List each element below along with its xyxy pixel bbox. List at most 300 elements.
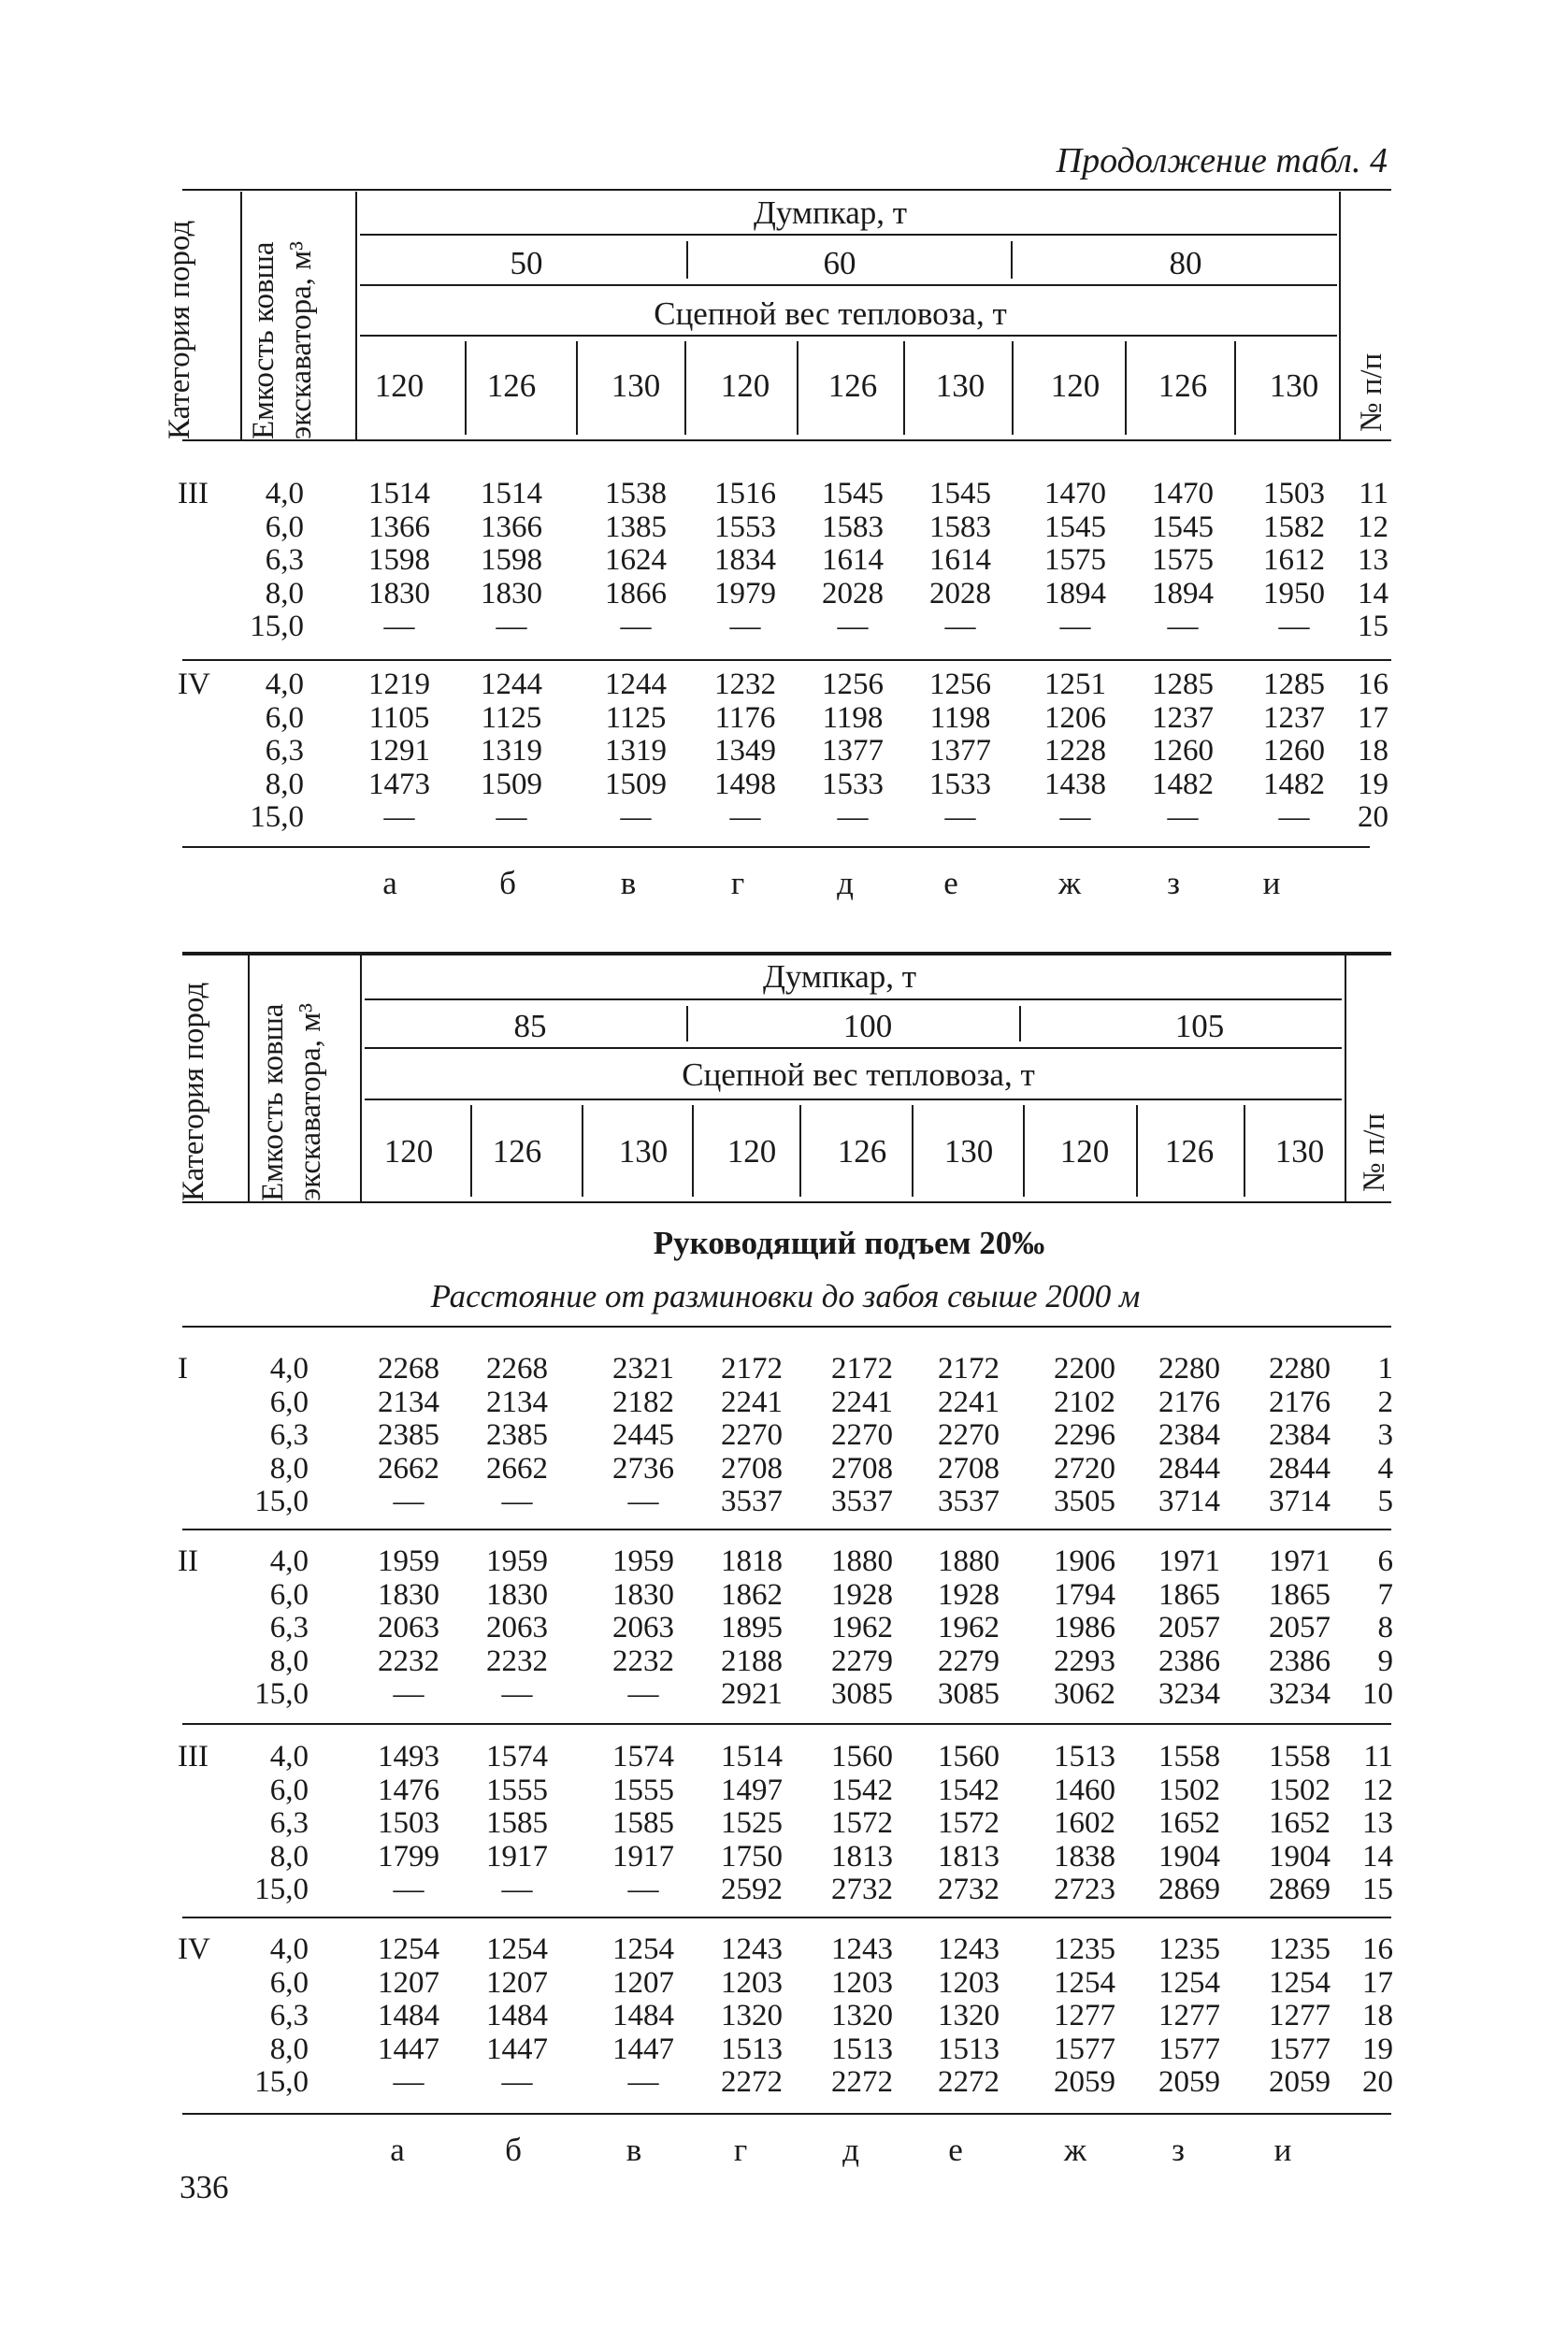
- table2-value-cell: 1830: [486, 1577, 548, 1612]
- table1-group-div-2: [1011, 241, 1013, 279]
- table1-divider-num: [1339, 192, 1341, 439]
- table1-divider-cap: [355, 192, 357, 439]
- table2-value-cell: 1484: [378, 1999, 439, 2032]
- table2-value-cell: 1320: [938, 1999, 1000, 2032]
- table2-value-cell: 1572: [938, 1806, 1000, 1840]
- table2-value-cell: 2708: [938, 1451, 1000, 1486]
- table2-value-cell: 2102: [1054, 1385, 1115, 1419]
- table2-value-cell: 2176: [1269, 1385, 1331, 1419]
- table1-row-number: 17: [1358, 700, 1388, 735]
- table1-value-cell: 1244: [481, 668, 542, 701]
- table2-value-cell: 2172: [831, 1352, 893, 1386]
- table2-value-cell: 1243: [831, 1932, 893, 1966]
- table1-value-cell: 1219: [368, 668, 430, 701]
- table2-capacity: 15,0: [254, 1873, 309, 1906]
- table2-value-cell: 1502: [1158, 1773, 1220, 1807]
- table2-capacity: 6,0: [269, 1385, 309, 1419]
- table2-value-cell: 1254: [486, 1932, 548, 1966]
- table1-capacity: 15,0: [250, 610, 304, 643]
- table1-value-cell: —: [496, 610, 527, 643]
- table2-value-cell: 1585: [612, 1806, 674, 1840]
- table2-value-cell: 3714: [1158, 1485, 1220, 1518]
- table1-loco-divider: [576, 341, 578, 435]
- table1-value-cell: 1553: [714, 510, 776, 544]
- table2-loco-divider: [470, 1105, 472, 1197]
- table1-value-cell: 1614: [822, 543, 884, 577]
- table2-loco-weight: 120: [1059, 1133, 1110, 1170]
- table2-capacity: 4,0: [269, 1544, 309, 1578]
- table1-value-cell: 1237: [1152, 700, 1214, 735]
- table2-loco-label: Сцепной вес тепловоза, т: [682, 1056, 1035, 1093]
- table1-value-cell: 1979: [714, 576, 776, 610]
- table2-value-cell: 3234: [1158, 1677, 1220, 1711]
- table1-value-cell: 1198: [929, 700, 991, 735]
- table2-value-cell: 2241: [721, 1385, 783, 1419]
- table2-value-cell: 1447: [378, 2032, 439, 2066]
- table1-value-cell: 1244: [605, 668, 667, 701]
- table2-value-cell: 1207: [378, 1965, 439, 2000]
- table1-value-cell: 1516: [714, 477, 776, 510]
- table2-row-number: 19: [1362, 2032, 1393, 2066]
- table2-capacity-label-text: Емкость ковша экскаватора, м³: [256, 1002, 327, 1201]
- table1-capacity: 8,0: [265, 576, 304, 610]
- table1-value-cell: 1598: [481, 543, 542, 577]
- table2-value-cell: 2844: [1158, 1451, 1220, 1486]
- table2-value-cell: 3085: [938, 1677, 1000, 1711]
- table1-column-letter: з: [1167, 865, 1180, 901]
- table2-value-cell: 1493: [378, 1740, 439, 1774]
- table1-value-cell: 1509: [481, 767, 542, 801]
- table1-value-cell: 1473: [368, 767, 430, 801]
- table2-column-letter: и: [1273, 2132, 1292, 2168]
- table2-value-cell: 2293: [1054, 1644, 1115, 1678]
- table2-value-cell: 1513: [938, 2032, 1000, 2066]
- table1-value-cell: 1482: [1263, 767, 1325, 801]
- table2-value-cell: —: [393, 1677, 424, 1711]
- table2-value-cell: 1203: [831, 1965, 893, 2000]
- table1-value-cell: 1260: [1263, 734, 1325, 768]
- table2-value-cell: 2723: [1054, 1873, 1115, 1906]
- table2-value-cell: 2732: [831, 1873, 893, 1906]
- table2-loco-weight: 126: [837, 1133, 887, 1170]
- table2-value-cell: 1577: [1269, 2032, 1331, 2066]
- table1-loco-divider: [684, 341, 686, 435]
- table2-row-number: 16: [1362, 1932, 1393, 1966]
- table1-value-cell: 1583: [929, 510, 991, 544]
- table2-value-cell: 2279: [831, 1644, 893, 1678]
- table1-loco-weight: 130: [935, 367, 985, 404]
- table1-value-cell: —: [729, 610, 761, 643]
- table2-num-label: [1359, 1080, 1390, 1192]
- table2-value-cell: 1497: [721, 1773, 783, 1807]
- table1-value-cell: 1533: [822, 767, 884, 801]
- table1-loco-weight: 126: [486, 367, 537, 404]
- table2-value-cell: 1830: [612, 1577, 674, 1612]
- table2-value-cell: 1502: [1269, 1773, 1331, 1807]
- table2-value-cell: 2384: [1158, 1418, 1220, 1452]
- table2-capacity: 6,3: [269, 1418, 309, 1452]
- table2-value-cell: 1813: [831, 1839, 893, 1874]
- table2-value-cell: 1799: [378, 1839, 439, 1874]
- table2-value-cell: 2057: [1269, 1611, 1331, 1644]
- table1-value-cell: 1894: [1152, 576, 1214, 610]
- table2-value-cell: 2134: [486, 1385, 548, 1419]
- table2-top-rule: [182, 952, 1391, 955]
- table1-dumpcar-50: 50: [510, 245, 543, 281]
- table1-num-label-text: № п/п: [1355, 352, 1388, 432]
- table1-capacity: 4,0: [265, 668, 304, 701]
- table2-value-cell: 2385: [486, 1418, 548, 1452]
- table2-value-cell: 2386: [1158, 1644, 1220, 1678]
- table2-category: IV: [178, 1932, 210, 1966]
- table2-value-cell: 1542: [831, 1773, 893, 1807]
- table2-value-cell: —: [393, 1485, 424, 1518]
- table2-value-cell: 1574: [612, 1740, 674, 1774]
- table1-dumpcar-80: 80: [1169, 245, 1202, 281]
- table2-value-cell: 1254: [612, 1932, 674, 1966]
- table2-value-cell: 2268: [378, 1352, 439, 1386]
- table1-value-cell: 1514: [481, 477, 542, 510]
- table2-value-cell: 2270: [938, 1418, 1000, 1452]
- table1-value-cell: 1377: [929, 734, 991, 768]
- table1-capacity: 6,3: [265, 543, 304, 577]
- table2-value-cell: 1560: [938, 1740, 1000, 1774]
- table2-rule-c: [365, 1099, 1342, 1100]
- table1-value-cell: 1256: [822, 668, 884, 701]
- table1-value-cell: —: [383, 800, 415, 834]
- table2-value-cell: 1254: [1158, 1965, 1220, 2000]
- table2-value-cell: 1513: [721, 2032, 783, 2066]
- table2-value-cell: 2272: [831, 2065, 893, 2099]
- table2-value-cell: 1865: [1269, 1577, 1331, 1612]
- table2-row-number: 6: [1377, 1544, 1393, 1578]
- table2-value-cell: 1243: [938, 1932, 1000, 1966]
- table1-value-cell: 1830: [481, 576, 542, 610]
- table2-value-cell: 1906: [1054, 1544, 1115, 1578]
- table1-row-number: 14: [1358, 576, 1388, 610]
- table2-group-sep-1: [182, 1529, 1391, 1530]
- table1-value-cell: 2028: [929, 576, 991, 610]
- table2-column-letter: з: [1172, 2132, 1185, 2168]
- page-number: 336: [180, 2169, 229, 2205]
- table2-value-cell: 2241: [831, 1385, 893, 1419]
- table1-loco-weight: 126: [1158, 367, 1208, 404]
- table1-capacity-label: [245, 192, 320, 439]
- table1-value-cell: 1319: [481, 734, 542, 768]
- table2-value-cell: 1959: [486, 1544, 548, 1578]
- table2-category: I: [178, 1352, 188, 1386]
- table2-value-cell: 2720: [1054, 1451, 1115, 1486]
- table2-value-cell: 1880: [938, 1544, 1000, 1578]
- table1-capacity: 15,0: [250, 800, 304, 834]
- table1-loco-divider: [1125, 341, 1127, 435]
- table2-capacity-label: [254, 956, 329, 1201]
- table2-value-cell: 2844: [1269, 1451, 1331, 1486]
- table2-value-cell: 2172: [721, 1352, 783, 1386]
- table1-loco-divider: [1012, 341, 1014, 435]
- table1-value-cell: 1385: [605, 510, 667, 544]
- table1-value-cell: 1105: [368, 700, 430, 735]
- table2-value-cell: 1959: [378, 1544, 439, 1578]
- table2-capacity: 15,0: [254, 1677, 309, 1711]
- table2-value-cell: 1235: [1269, 1932, 1331, 1966]
- table1-value-cell: —: [1167, 800, 1199, 834]
- table2-loco-divider: [582, 1105, 583, 1197]
- table2-column-letter: г: [733, 2132, 748, 2168]
- table2-value-cell: 1503: [378, 1806, 439, 1840]
- table2-value-cell: —: [627, 1485, 659, 1518]
- table2-row-number: 14: [1362, 1839, 1393, 1874]
- table2-capacity: 6,3: [269, 1611, 309, 1644]
- table1-value-cell: 1377: [822, 734, 884, 768]
- table2-value-cell: 1207: [486, 1965, 548, 2000]
- table1-rule-c: [360, 335, 1337, 337]
- table2-value-cell: 1555: [612, 1773, 674, 1807]
- table2-value-cell: 1447: [486, 2032, 548, 2066]
- table1-value-cell: —: [1167, 610, 1199, 643]
- table2-value-cell: 2241: [938, 1385, 1000, 1419]
- table2-capacity: 8,0: [269, 1451, 309, 1486]
- table2-value-cell: 1514: [721, 1740, 783, 1774]
- table2-capacity: 4,0: [269, 1932, 309, 1966]
- table1-value-cell: 1514: [368, 477, 430, 510]
- table2-value-cell: 2232: [486, 1644, 548, 1678]
- table2-header-bottom: [182, 1201, 1391, 1203]
- table2-category-label-text: Категория пород: [177, 982, 210, 1201]
- table1-category-label-text: Категория пород: [163, 220, 196, 439]
- table2-column-letter: ж: [1063, 2132, 1087, 2168]
- table1-loco-label: Сцепной вес тепловоза, т: [654, 295, 1007, 332]
- table1-value-cell: 1232: [714, 668, 776, 701]
- table1-row-number: 13: [1358, 543, 1388, 577]
- table2-value-cell: 1959: [612, 1544, 674, 1578]
- table1-column-letter: е: [943, 865, 958, 901]
- table2-row-number: 20: [1362, 2065, 1393, 2099]
- table2-loco-weight: 130: [1274, 1133, 1325, 1170]
- table2-group-div-2: [1019, 1006, 1021, 1041]
- table2-divider-cat: [248, 955, 250, 1201]
- table2-value-cell: 1476: [378, 1773, 439, 1807]
- table2-divider-cap: [360, 955, 362, 1201]
- table2-row-number: 7: [1377, 1577, 1393, 1612]
- table2-value-cell: 1917: [612, 1839, 674, 1874]
- table1-capacity-label-text: Емкость ковша экскаватора, м³: [247, 240, 318, 439]
- table1-value-cell: 1206: [1044, 700, 1106, 735]
- table2-category: III: [178, 1740, 209, 1774]
- table1-value-cell: 1176: [714, 700, 776, 735]
- table2-value-cell: 2172: [938, 1352, 1000, 1386]
- table1-value-cell: 1438: [1044, 767, 1106, 801]
- table2-value-cell: 1572: [831, 1806, 893, 1840]
- table1-value-cell: 1366: [481, 510, 542, 544]
- table2-value-cell: —: [627, 1873, 659, 1906]
- table2-value-cell: 1652: [1158, 1806, 1220, 1840]
- table2-value-cell: 1574: [486, 1740, 548, 1774]
- table2-value-cell: 2736: [612, 1451, 674, 1486]
- table2-value-cell: 1794: [1054, 1577, 1115, 1612]
- table1-rule-a: [360, 234, 1337, 236]
- table2-category: II: [178, 1544, 198, 1578]
- table2-value-cell: 1862: [721, 1577, 783, 1612]
- table2-value-cell: 2321: [612, 1352, 674, 1386]
- table2-value-cell: 1962: [938, 1611, 1000, 1644]
- table1-value-cell: 1598: [368, 543, 430, 577]
- table1-loco-weight: 130: [1269, 367, 1319, 404]
- table2-value-cell: 1818: [721, 1544, 783, 1578]
- table2-value-cell: 1904: [1158, 1839, 1220, 1874]
- table2-column-letter: б: [505, 2132, 522, 2168]
- table1-row-number: 19: [1358, 767, 1388, 801]
- table2-subtitle-rule: [182, 1326, 1391, 1328]
- table2-value-cell: 1986: [1054, 1611, 1115, 1644]
- table1-value-cell: 1582: [1263, 510, 1325, 544]
- table1-value-cell: —: [1059, 800, 1091, 834]
- table1-value-cell: 1470: [1044, 477, 1106, 510]
- table2-value-cell: 2059: [1158, 2065, 1220, 2099]
- table2-value-cell: 2134: [378, 1385, 439, 1419]
- table1-value-cell: 1498: [714, 767, 776, 801]
- table1-num-label: [1356, 320, 1388, 432]
- table2-value-cell: 3714: [1269, 1485, 1331, 1518]
- table2-value-cell: 1895: [721, 1611, 783, 1644]
- table1-value-cell: 1319: [605, 734, 667, 768]
- table1-value-cell: 1950: [1263, 576, 1325, 610]
- table1-group-sep: [182, 659, 1391, 661]
- table2-value-cell: 1585: [486, 1806, 548, 1840]
- table2-capacity: 6,0: [269, 1773, 309, 1807]
- table2-value-cell: 1320: [721, 1999, 783, 2032]
- table1-capacity: 8,0: [265, 767, 304, 801]
- table2-value-cell: 2188: [721, 1644, 783, 1678]
- table1-value-cell: 1125: [605, 700, 667, 735]
- table2-capacity: 8,0: [269, 1839, 309, 1874]
- table2-row-number: 12: [1362, 1773, 1393, 1807]
- table2-capacity: 8,0: [269, 1644, 309, 1678]
- table2-loco-divider: [692, 1105, 694, 1197]
- table2-row-number: 15: [1362, 1873, 1393, 1906]
- table1-loco-weight: 120: [1050, 367, 1100, 404]
- table2-value-cell: 1750: [721, 1839, 783, 1874]
- table2-rule-b: [365, 1047, 1342, 1049]
- table2-value-cell: 2182: [612, 1385, 674, 1419]
- table2-value-cell: 3537: [831, 1485, 893, 1518]
- table2-row-number: 3: [1377, 1418, 1393, 1452]
- table2-value-cell: 1513: [831, 2032, 893, 2066]
- table2-section-title: Руководящий подъем 20‰: [653, 1225, 1045, 1261]
- table2-dumpcar-label: Думпкар, т: [762, 958, 917, 995]
- table2-value-cell: 1513: [1054, 1740, 1115, 1774]
- table2-value-cell: 3505: [1054, 1485, 1115, 1518]
- table2-capacity: 6,0: [269, 1577, 309, 1612]
- table2-capacity: 6,3: [269, 1806, 309, 1840]
- table1-value-cell: 1125: [481, 700, 542, 735]
- table2-value-cell: 1917: [486, 1839, 548, 1874]
- table2-row-number: 11: [1363, 1740, 1393, 1774]
- table1-category: IV: [178, 668, 210, 701]
- table1-loco-weight: 130: [611, 367, 661, 404]
- table1-header-bottom: [182, 439, 1391, 441]
- table1-row-number: 20: [1358, 800, 1388, 834]
- table2-loco-weight: 126: [492, 1133, 542, 1170]
- table2-value-cell: 2270: [831, 1418, 893, 1452]
- table1-value-cell: 1285: [1152, 668, 1214, 701]
- table2-value-cell: 3537: [938, 1485, 1000, 1518]
- table1-value-cell: 1198: [822, 700, 884, 735]
- table2-value-cell: 1830: [378, 1577, 439, 1612]
- table1-value-cell: 2028: [822, 576, 884, 610]
- table2-value-cell: 2385: [378, 1418, 439, 1452]
- table1-value-cell: 1503: [1263, 477, 1325, 510]
- table2-value-cell: 2059: [1269, 2065, 1331, 2099]
- table2-bottom-rule: [182, 2113, 1391, 2115]
- table2-capacity: 4,0: [269, 1740, 309, 1774]
- table2-loco-divider: [1023, 1105, 1025, 1197]
- table1-value-cell: —: [1278, 610, 1310, 643]
- table1-value-cell: —: [496, 800, 527, 834]
- table2-loco-divider: [912, 1105, 913, 1197]
- table1-value-cell: 1612: [1263, 543, 1325, 577]
- table1-rule-b: [360, 284, 1337, 286]
- table1-top-rule: [182, 189, 1391, 191]
- table1-capacity: 6,3: [265, 734, 304, 768]
- table1-value-cell: 1256: [929, 668, 991, 701]
- table2-capacity: 15,0: [254, 2065, 309, 2099]
- table2-row-number: 9: [1377, 1644, 1393, 1678]
- table1-value-cell: 1285: [1263, 668, 1325, 701]
- table1-row-number: 16: [1358, 668, 1388, 701]
- table2-value-cell: 1243: [721, 1932, 783, 1966]
- table1-value-cell: 1545: [822, 477, 884, 510]
- table2-value-cell: 1207: [612, 1965, 674, 2000]
- table2-value-cell: 1928: [938, 1577, 1000, 1612]
- table2-value-cell: 1971: [1158, 1544, 1220, 1578]
- table2-value-cell: 1928: [831, 1577, 893, 1612]
- table2-value-cell: 2869: [1158, 1873, 1220, 1906]
- table2-column-letter: а: [390, 2132, 405, 2168]
- table2-value-cell: 1813: [938, 1839, 1000, 1874]
- table2-value-cell: 2272: [938, 2065, 1000, 2099]
- table2-value-cell: 2232: [378, 1644, 439, 1678]
- table2-row-number: 10: [1362, 1677, 1393, 1711]
- table1-column-letter: и: [1262, 865, 1281, 901]
- table2-value-cell: 1525: [721, 1806, 783, 1840]
- table1-row-number: 18: [1358, 734, 1388, 768]
- table2-value-cell: 3062: [1054, 1677, 1115, 1711]
- table1-value-cell: 1237: [1263, 700, 1325, 735]
- table1-value-cell: —: [620, 800, 652, 834]
- table1-dumpcar-label: Думпкар, т: [753, 194, 908, 231]
- table2-value-cell: 3085: [831, 1677, 893, 1711]
- table2-value-cell: 1577: [1054, 2032, 1115, 2066]
- table1-value-cell: 1545: [1152, 510, 1214, 544]
- table2-value-cell: 1277: [1269, 1999, 1331, 2032]
- table2-column-letter: в: [626, 2132, 642, 2168]
- table2-value-cell: 2708: [831, 1451, 893, 1486]
- table2-value-cell: 2296: [1054, 1418, 1115, 1452]
- table2-loco-divider: [1136, 1105, 1138, 1197]
- table1-capacity: 6,0: [265, 700, 304, 735]
- table1-value-cell: —: [837, 800, 869, 834]
- table2-value-cell: 1254: [1054, 1965, 1115, 2000]
- table1-value-cell: 1545: [929, 477, 991, 510]
- table1-column-letter: в: [620, 865, 637, 901]
- table2-value-cell: 2270: [721, 1418, 783, 1452]
- table2-loco-weight: 120: [726, 1133, 777, 1170]
- table2-loco-weight: 126: [1164, 1133, 1215, 1170]
- table1-value-cell: 1538: [605, 477, 667, 510]
- table2-value-cell: —: [627, 1677, 659, 1711]
- table1-value-cell: 1575: [1044, 543, 1106, 577]
